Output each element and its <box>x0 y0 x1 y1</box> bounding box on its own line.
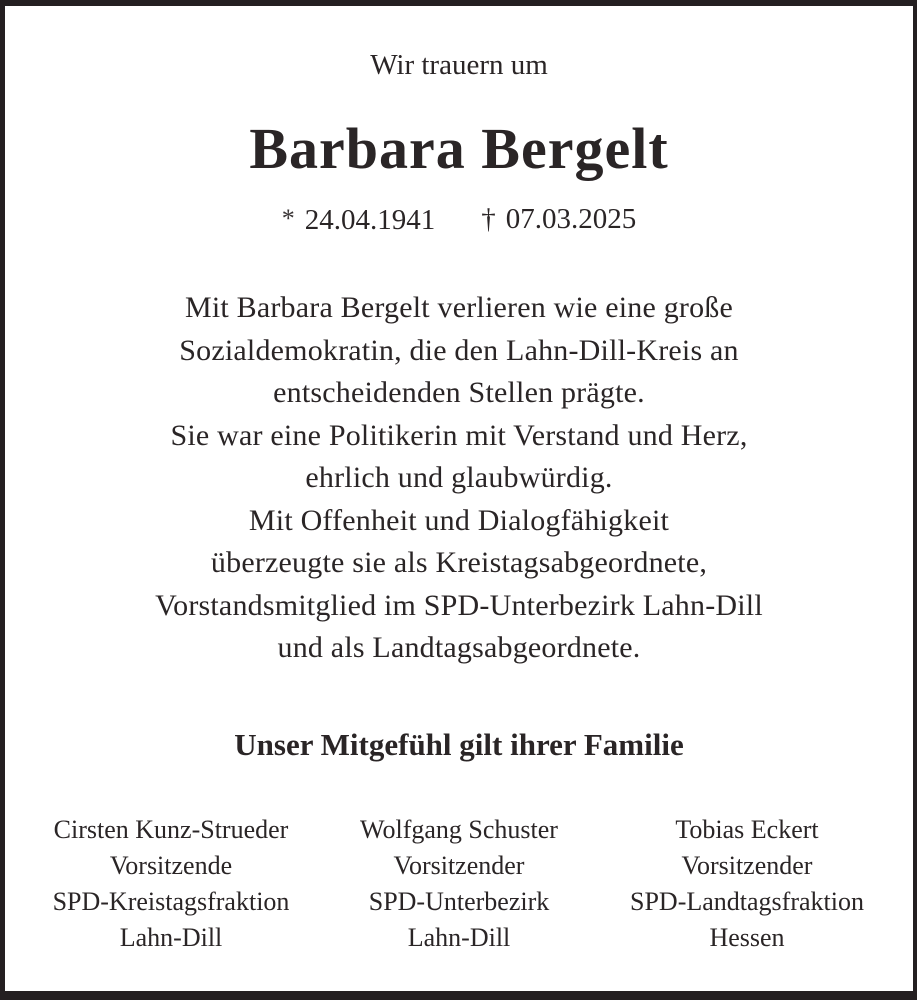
signatory-name: Wolfgang Schuster <box>360 814 558 844</box>
signatory-name: Tobias Eckert <box>675 814 819 844</box>
signatory-role: Vorsitzende <box>109 850 233 880</box>
tribute-line: Sie war eine Politikerin mit Verstand und Herz, <box>170 418 748 452</box>
signatory-role: Vorsitzender <box>681 850 813 880</box>
signatory-region: Lahn-Dill <box>407 922 511 952</box>
signatory-region: Hessen <box>709 922 785 952</box>
birth-date-value: 24.04.1941 <box>304 204 436 236</box>
signatory-role: Vorsitzender <box>393 850 525 880</box>
tribute-line: Mit Offenheit und Dialogfähigkeit <box>248 503 670 537</box>
tribute-line: Vorstandsmitglied im SPD-Unterbezirk Lahn-Dill <box>155 588 763 622</box>
life-dates <box>5 200 913 239</box>
signatory-kunz-strueder <box>27 812 315 956</box>
condolence-line: Unser Mitgefühl gilt ihrer Familie <box>234 726 684 762</box>
tribute-line: und als Landtagsabgeordnete. <box>277 631 641 664</box>
death-date-value: 07.03.2025 <box>505 203 637 235</box>
signatory-name: Cirsten Kunz-Strueder <box>53 814 289 844</box>
signatory-org: SPD-Unterbezirk <box>368 886 550 916</box>
deceased-name: Barbara Bergelt <box>249 116 669 181</box>
death-date <box>481 200 636 239</box>
signatory-org: SPD-Kreistagsfraktion <box>52 886 290 916</box>
signatory-schuster <box>315 812 603 956</box>
signatory-eckert <box>603 812 891 956</box>
signatory-org: SPD-Landtagsfraktion <box>630 886 864 916</box>
death-cross-symbol: † <box>481 203 496 235</box>
tribute-line: Mit Barbara Bergelt verlieren wie eine große <box>184 291 734 324</box>
tribute-line: entscheidenden Stellen prägte. <box>273 376 645 409</box>
birth-date <box>282 200 436 239</box>
tribute-line: überzeugte sie als Kreistagsabgeordnete, <box>210 546 708 579</box>
intro-line: Wir trauern um <box>370 49 548 81</box>
tribute-line: Sozialdemokratin, die den Lahn-Dill-Kreis an <box>179 333 739 367</box>
tribute-line: ehrlich und glaubwürdig. <box>305 461 613 494</box>
tribute-text <box>5 287 913 670</box>
signatories <box>5 812 913 956</box>
signatory-region: Lahn-Dill <box>119 922 223 952</box>
birth-star-symbol: * <box>281 204 295 233</box>
